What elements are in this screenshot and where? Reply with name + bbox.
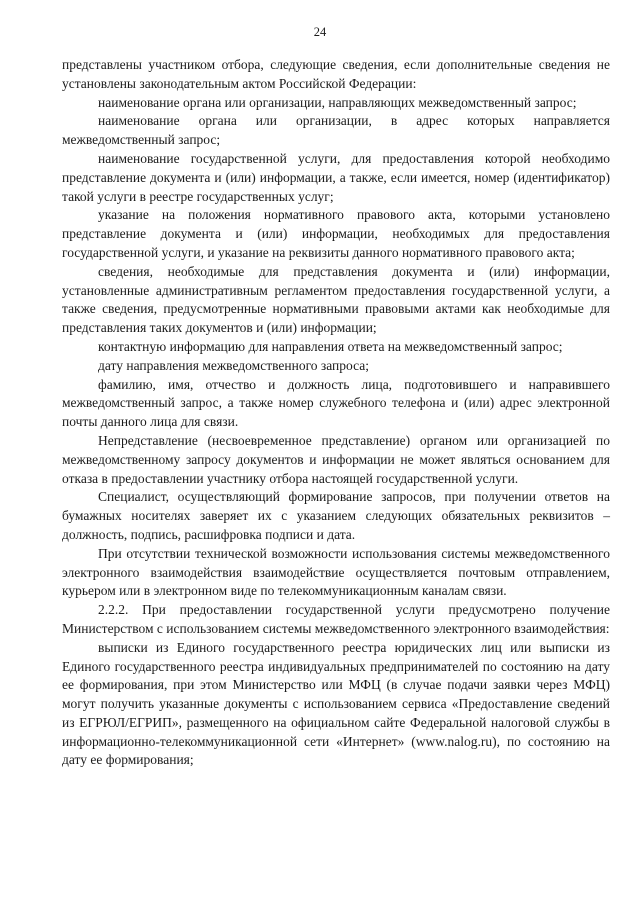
paragraph-specialist: Специалист, осуществляющий формирование запросов, при получении ответов на бумажных носителях заверяет их с указанием следующих обязательных реквизитов – должность, подпись, расшифровка подписи и дата. — [62, 489, 610, 542]
document-body — [62, 56, 610, 770]
paragraph-no-technical-means: При отсутствии технической возможности использования системы межведомственного электронного взаимодействия взаимодействие осуществляется почтовым отправлением, курьером или в электронном виде по телекоммуникационным каналам связи. — [62, 545, 610, 599]
paragraph-section-2-2-2: 2.2.2. При предоставлении государственной услуги предусмотрено получение Министерством с использованием системы межведомственного электронного взаимодействия: — [62, 602, 610, 636]
paragraph-required-info: сведения, необходимые для представления документа и (или) информации, установленные административным регламентом предоставления государственной услуги, а также сведения, предусмотренные нормативными правовыми актами как необходимые для представления таких документов и (или) информации; — [62, 263, 610, 336]
paragraph-egrul-extract: выписки из Единого государственного реестра юридических лиц или выписки из Единого государственного реестра индивидуальных предпринимателей по состоянию на дату ее формирования, при этом Министерство или МФЦ (в случае подачи заявки через МФЦ) могут получить указанные документы с использованием сервиса «Предоставление сведений из ЕГРЮЛ/ЕГРИП», размещенного на официальном сайте Федеральной налоговой службы в информационно-телекоммуникационной сети «Интернет» (www.nalog.ru), по состоянию на дату ее формирования; — [62, 639, 610, 768]
paragraph-responsible-person: фамилию, имя, отчество и должность лица, подготовившего и направившего межведомственный запрос, а также номер служебного телефона и (или) адрес электронной почты данного лица для связи. — [62, 376, 610, 430]
paragraph-receiving-body: наименование органа или организации, в адрес которых направляется межведомственный запрос; — [62, 113, 610, 148]
paragraph-non-submission: Непредставление (несвоевременное представление) органом или организацией по межведомственному запросу документов и информации не может являться основанием для отказа в предоставлении участнику отбора настоящей государственной услуги. — [62, 432, 610, 486]
paragraph-legal-act: указание на положения нормативного правового акта, которыми установлено представление документа и (или) информации, необходимых для предоставления государственной услуги, и указание на реквизиты данного нормативного правового акта; — [62, 207, 610, 260]
paragraph-contact-info: контактную информацию для направления ответа на межведомственный запрос; — [98, 338, 563, 354]
paragraph-request-date: дату направления межведомственного запроса; — [98, 357, 370, 373]
page-number: 24 — [313, 25, 327, 39]
paragraph-service-name: наименование государственной услуги, для предоставления которой необходимо представление документа и (или) информации, а также, если имеется, номер (идентификатор) такой услуги в реестре государственных услуг; — [62, 150, 610, 204]
paragraph-requesting-body: наименование органа или организации, направляющих межведомственный запрос; — [98, 94, 577, 110]
paragraph-intro: представлены участником отбора, следующие сведения, если дополнительные сведения не установлены законодательным актом Российской Федерации: — [62, 57, 610, 91]
